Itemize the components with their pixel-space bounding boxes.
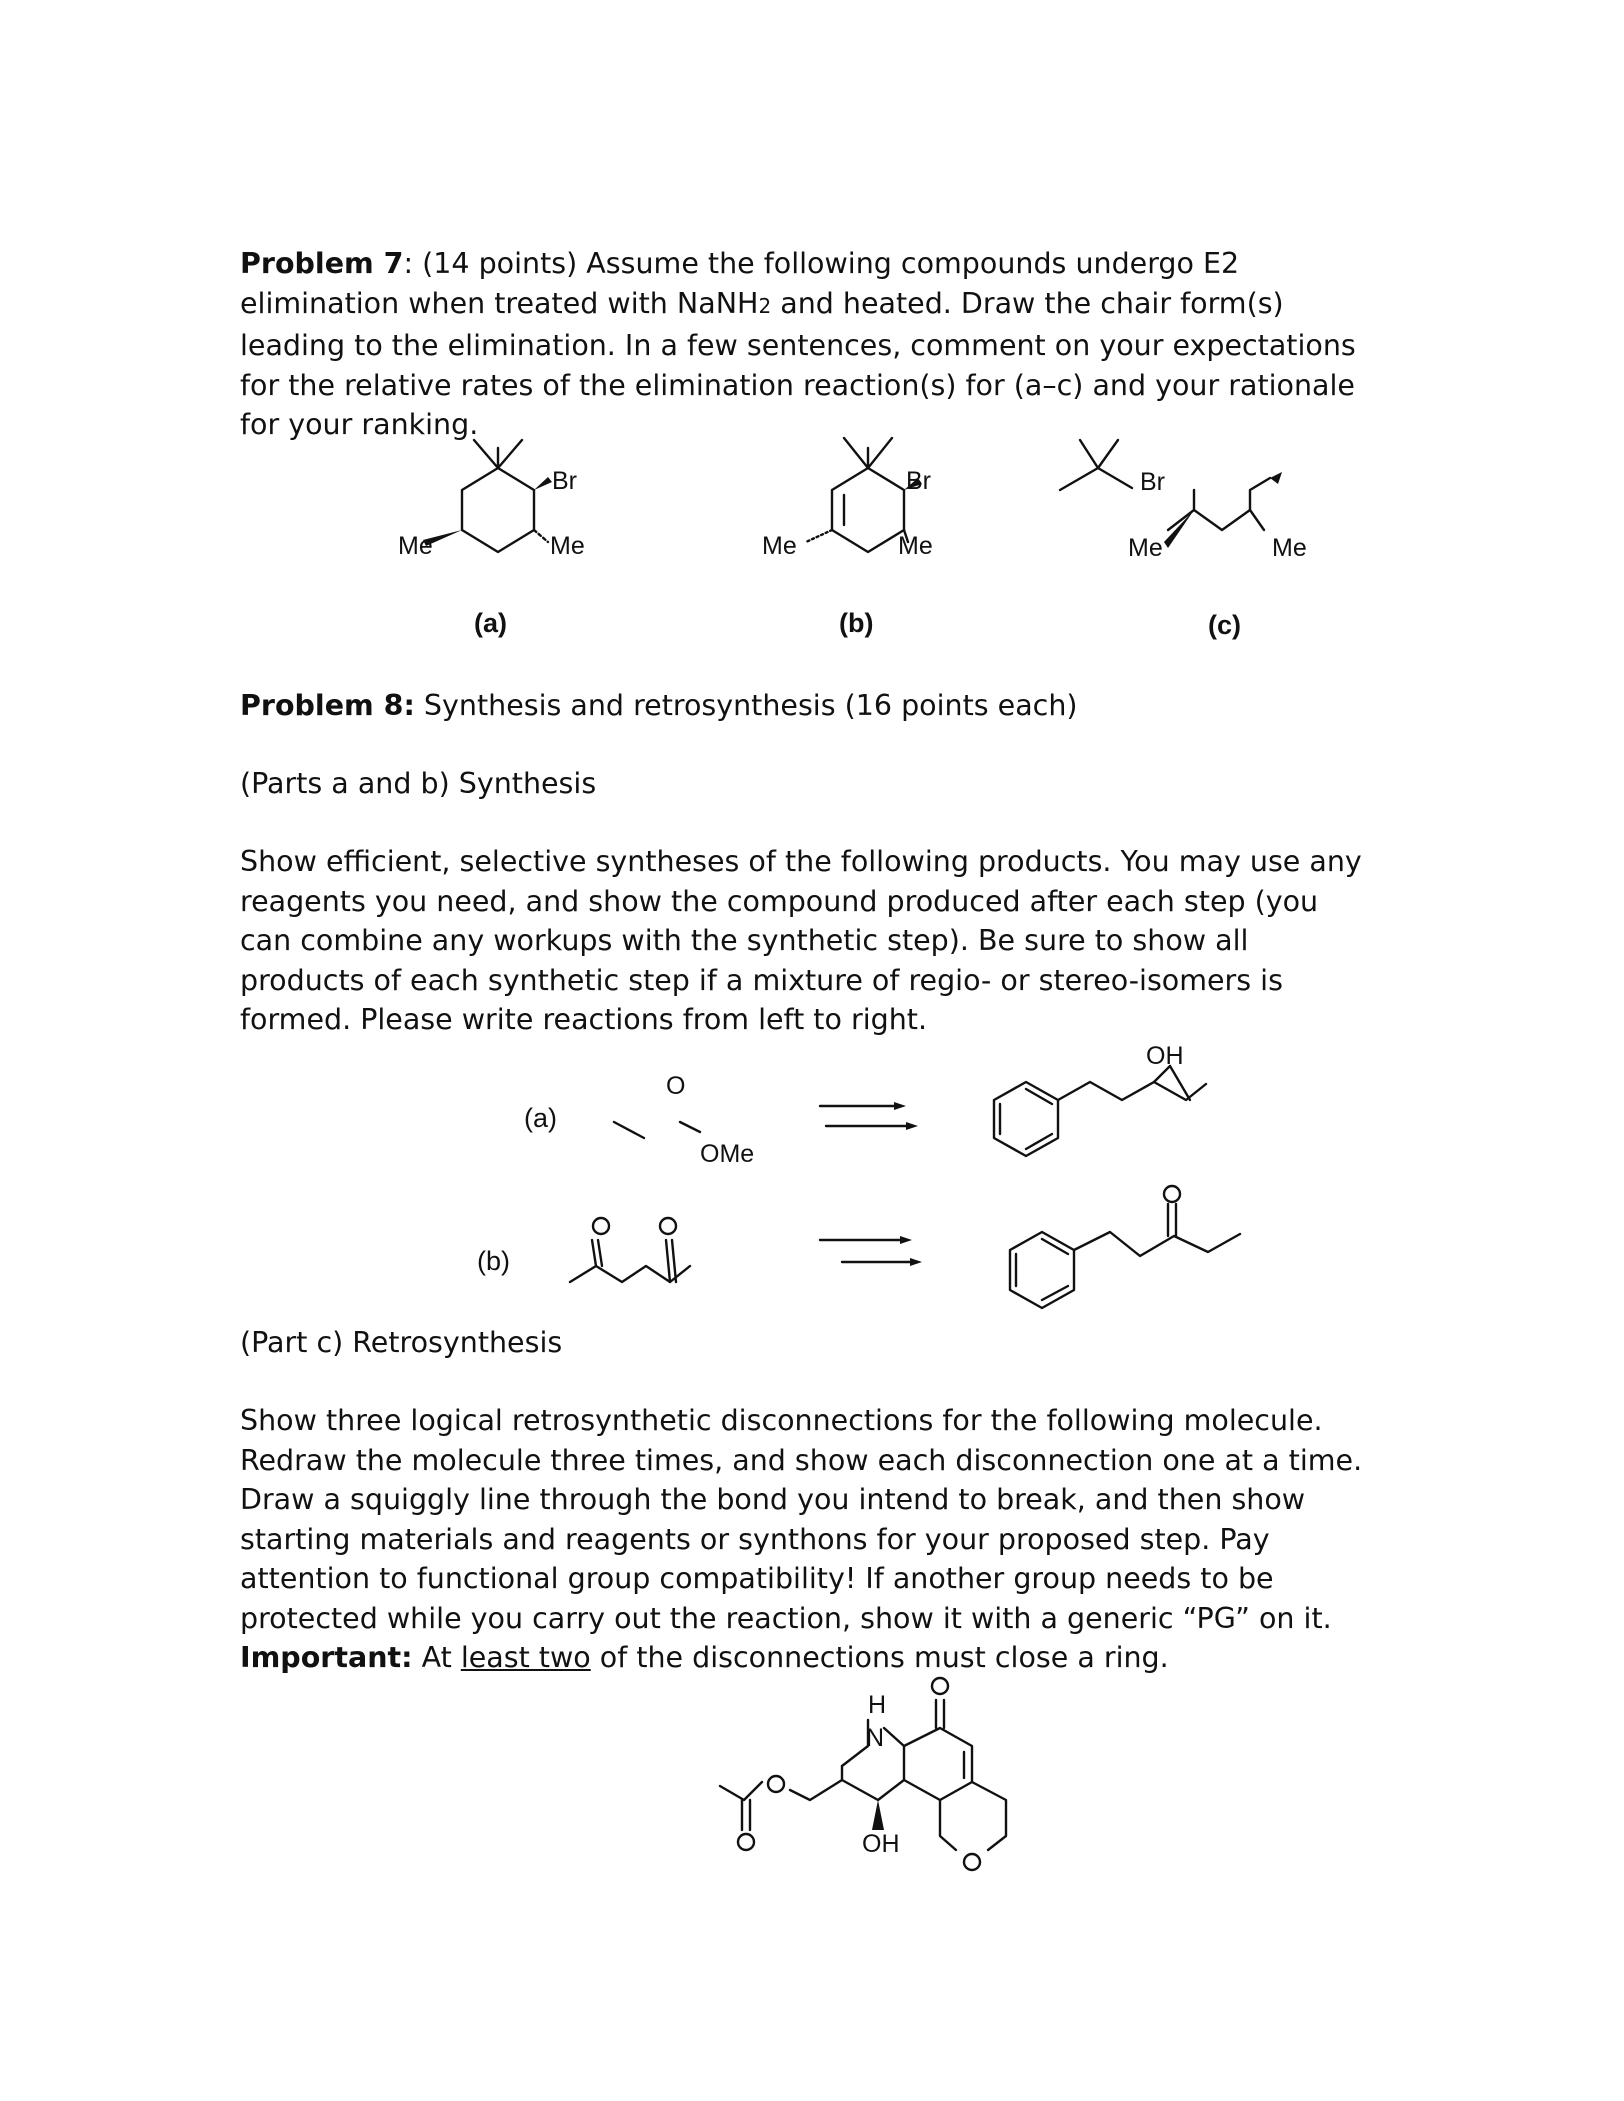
part-c-heading: (Part c) Retrosynthesis	[240, 1326, 563, 1359]
atom-ome: OMe	[700, 1140, 755, 1168]
label-8a: (a)	[524, 1103, 557, 1133]
problem8-heading: Problem 8:	[240, 689, 415, 722]
label-7a: (a)	[474, 608, 507, 638]
problem7-heading: Problem 7	[240, 247, 404, 280]
atom-me: Me	[1128, 534, 1163, 562]
synthesis-instructions: Show efficient, selective syntheses of the following products. You may use any reagents you need, and show the compound produced after each step (you can combine any workups with the synthetic step). Be sure to show all products of each synthetic step if a mixture of regio- or stereo-isomers is formed. Please write reactions from left to right.	[240, 845, 1362, 1036]
atom-br: Br	[1140, 468, 1165, 496]
atom-n: N	[866, 1724, 885, 1752]
atom-oh: OH	[1146, 1042, 1184, 1070]
problem7-text: Problem 7: (14 points) Assume the following compounds undergo E2 elimination when treated with NaNH2 and heated. Draw the chair form(s) leading to the elimination. In a few sentences, comment on your expectations for the relative rates of the elimination reaction(s) for (a–c) and your rationale for your ranking.	[240, 247, 1356, 441]
label-7c: (c)	[1208, 610, 1241, 640]
atom-o: O	[666, 1072, 686, 1100]
atom-h: H	[868, 1691, 887, 1719]
atom-me: Me	[898, 532, 933, 560]
atom-me: Me	[1272, 534, 1307, 562]
parts-ab-heading: (Parts a and b) Synthesis	[240, 767, 597, 800]
atom-br: Br	[906, 467, 931, 495]
label-8b: (b)	[477, 1246, 510, 1276]
problem8-title: Problem 8: Synthesis and retrosynthesis (16 points each)	[240, 689, 1078, 722]
label-7b: (b)	[839, 608, 874, 638]
atom-me: Me	[762, 532, 797, 560]
atom-me: Me	[550, 532, 585, 560]
retrosynthesis-instructions: Show three logical retrosynthetic disconnections for the following molecule. Redraw the molecule three times, and show each disconnection one at a time. Draw a squiggly line through the bond you intend to break, and then show starting materials and reagents or synthons for your proposed step. Pay attention to functional group compatibility! If another group needs to be protected while you carry out the reaction, show it with a generic “PG” on it. Important: At least two of the disconnections must close a ring.	[240, 1404, 1363, 1674]
atom-oh: OH	[862, 1830, 900, 1858]
target-molecule	[720, 1678, 1006, 1870]
atom-br: Br	[552, 467, 577, 495]
atom-me: Me	[398, 532, 433, 560]
